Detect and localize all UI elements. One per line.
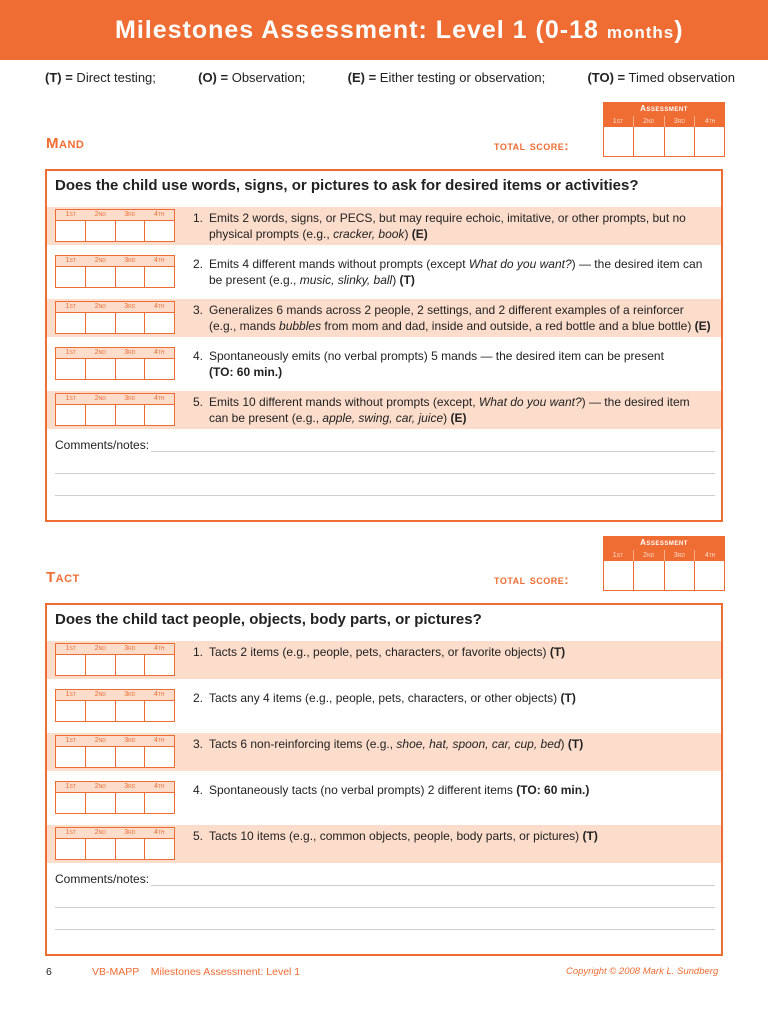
checkbox-3rd[interactable] xyxy=(115,405,145,425)
score-box-3rd[interactable] xyxy=(664,127,694,156)
checkbox-2nd[interactable] xyxy=(85,655,115,675)
checkbox-1st[interactable] xyxy=(56,221,85,241)
checkbox-1st[interactable] xyxy=(56,267,85,287)
checkbox-1st[interactable] xyxy=(56,747,85,767)
milestone-item xyxy=(47,345,721,383)
checkbox-4th[interactable] xyxy=(144,839,174,859)
score-box-1st[interactable] xyxy=(604,561,633,590)
checkbox-1st[interactable] xyxy=(56,793,85,813)
assessment-heading: Assessment xyxy=(603,536,725,550)
legend xyxy=(45,70,735,85)
checkbox-2nd[interactable] xyxy=(85,839,115,859)
checkbox-4th[interactable] xyxy=(144,313,174,333)
checkbox-3rd[interactable] xyxy=(115,267,145,287)
checkbox-label: 1st xyxy=(65,211,76,218)
checkbox-label: 2nd xyxy=(94,349,106,356)
checkbox-label: 1st xyxy=(65,737,76,744)
checkbox-label: 3rd xyxy=(124,349,136,356)
checkbox-label: 4th xyxy=(153,211,165,218)
milestone-item xyxy=(47,733,721,771)
comments-line[interactable] xyxy=(151,451,715,452)
checkbox-4th[interactable] xyxy=(144,747,174,767)
milestone-item xyxy=(47,641,721,679)
assessment-score-box xyxy=(603,536,725,591)
checkbox-1st[interactable] xyxy=(56,701,85,721)
checkbox-4th[interactable] xyxy=(144,221,174,241)
section-question: Does the child tact people, objects, body parts, or pictures? xyxy=(55,611,482,628)
assessment-label: 2nd xyxy=(633,550,664,561)
page-title: Milestones Assessment: Level 1 (0-18 months) xyxy=(115,16,684,44)
item-text: 2. Tacts any 4 items (e.g., people, pets, characters, or other objects) (T) xyxy=(193,691,576,705)
assessment-label: 3rd xyxy=(664,550,695,561)
mand-section-frame xyxy=(45,169,723,522)
checkbox-label: 3rd xyxy=(124,783,136,790)
item-text: 3. Generalizes 6 mands across 2 people, 2 settings, and 2 different examples of a reinforcer (e.g., mands bubbles from mom and dad, inside and outside, a red bottle and a blue bottle) (E) xyxy=(193,303,711,333)
checkbox-4th[interactable] xyxy=(144,359,174,379)
checkbox-label: 2nd xyxy=(94,395,106,402)
checkbox-label: 3rd xyxy=(124,645,136,652)
checkbox-label: 1st xyxy=(65,257,76,264)
checkbox-label: 4th xyxy=(153,691,165,698)
assessment-label: 1st xyxy=(612,552,624,559)
item-text: 3. Tacts 6 non-reinforcing items (e.g., shoe, hat, spoon, car, cup, bed) (T) xyxy=(193,737,584,751)
checkbox-label: 1st xyxy=(65,783,76,790)
checkbox-label: 2nd xyxy=(94,211,106,218)
item-text: 1. Tacts 2 items (e.g., people, pets, characters, or favorite objects) (T) xyxy=(193,645,566,659)
checkbox-label: 3rd xyxy=(124,691,136,698)
checkbox-label: 4th xyxy=(153,349,165,356)
checkbox-label: 3rd xyxy=(124,211,136,218)
checkbox-label: 3rd xyxy=(124,303,136,310)
item-text: 5. Tacts 10 items (e.g., common objects, people, body parts, or pictures) (T) xyxy=(193,829,598,843)
comments-label: Comments/notes: xyxy=(55,872,150,886)
comments-label: Comments/notes: xyxy=(55,438,150,452)
checkbox-1st[interactable] xyxy=(56,655,85,675)
item-text: 4. Spontaneously emits (no verbal prompts) 5 mands — the desired item can be present (TO: 60 min.) xyxy=(193,349,664,379)
checkbox-label: 3rd xyxy=(124,395,136,402)
checkbox-label: 3rd xyxy=(124,737,136,744)
checkbox-3rd[interactable] xyxy=(115,313,145,333)
page-number: 6 xyxy=(46,966,52,978)
checkbox-4th[interactable] xyxy=(144,701,174,721)
checkbox-label: 4th xyxy=(153,645,165,652)
milestone-item xyxy=(47,825,721,863)
legend-item-o: (O) = Observation; xyxy=(198,70,306,85)
checkbox-4th[interactable] xyxy=(144,793,174,813)
checkbox-3rd[interactable] xyxy=(115,839,145,859)
score-box-2nd[interactable] xyxy=(633,561,663,590)
checkbox-4th[interactable] xyxy=(144,267,174,287)
checkbox-1st[interactable] xyxy=(56,313,85,333)
checkbox-2nd[interactable] xyxy=(85,793,115,813)
legend-item-to: (TO) = Timed observation xyxy=(587,70,735,85)
checkbox-4th[interactable] xyxy=(144,405,174,425)
footer-title: VB-MAPP Milestones Assessment: Level 1 xyxy=(92,966,301,978)
milestone-item xyxy=(47,253,721,291)
milestone-item xyxy=(47,779,721,817)
checkbox-2nd[interactable] xyxy=(85,267,115,287)
section-title-tact: Tact xyxy=(46,569,80,586)
score-box-3rd[interactable] xyxy=(664,561,694,590)
checkbox-4th[interactable] xyxy=(144,655,174,675)
comments-line[interactable] xyxy=(151,885,715,886)
score-box-2nd[interactable] xyxy=(633,127,663,156)
legend-item-t: (T) = Direct testing; xyxy=(45,70,156,85)
score-box-4th[interactable] xyxy=(694,561,724,590)
section-title-mand: Mand xyxy=(46,135,85,152)
checkbox-label: 4th xyxy=(153,395,165,402)
checkbox-2nd[interactable] xyxy=(85,221,115,241)
assessment-label: 3rd xyxy=(664,116,695,127)
assessment-label: 2nd xyxy=(633,116,664,127)
checkbox-label: 2nd xyxy=(94,737,106,744)
checkbox-label: 4th xyxy=(153,783,165,790)
checkbox-label: 4th xyxy=(153,303,165,310)
checkbox-label: 2nd xyxy=(94,257,106,264)
assessment-label: 4th xyxy=(694,550,725,561)
checkbox-2nd[interactable] xyxy=(85,747,115,767)
milestone-item xyxy=(47,207,721,245)
checkbox-2nd[interactable] xyxy=(85,359,115,379)
checkbox-label: 1st xyxy=(65,829,76,836)
item-text: 1. Emits 2 words, signs, or PECS, but may require echoic, imitative, or other prompts, but no physical prompts (e.g., cracker, book) (E) xyxy=(193,211,686,241)
checkbox-3rd[interactable] xyxy=(115,655,145,675)
checkbox-label: 2nd xyxy=(94,303,106,310)
score-box-1st[interactable] xyxy=(604,127,633,156)
item-text: 4. Spontaneously tacts (no verbal prompts) 2 different items (TO: 60 min.) xyxy=(193,783,590,797)
copyright: Copyright © 2008 Mark L. Sundberg xyxy=(566,966,719,977)
checkbox-3rd[interactable] xyxy=(115,359,145,379)
checkbox-2nd[interactable] xyxy=(85,701,115,721)
assessment-heading: Assessment xyxy=(603,102,725,116)
checkbox-label: 3rd xyxy=(124,257,136,264)
assessment-label: 4th xyxy=(694,116,725,127)
checkbox-1st[interactable] xyxy=(56,839,85,859)
checkbox-label: 2nd xyxy=(94,783,106,790)
item-text: 5. Emits 10 different mands without prompts (except, What do you want?) — the desired item can be present (e.g., apple, swing, car, juice) (E) xyxy=(193,395,690,425)
milestone-item xyxy=(47,391,721,429)
assessment-label: 1st xyxy=(612,118,624,125)
legend-item-e: (E) = Either testing or observation; xyxy=(347,70,546,85)
checkbox-label: 1st xyxy=(65,691,76,698)
checkbox-label: 1st xyxy=(65,645,76,652)
assessment-score-box xyxy=(603,102,725,157)
milestone-item xyxy=(47,687,721,725)
checkbox-2nd[interactable] xyxy=(85,405,115,425)
checkbox-3rd[interactable] xyxy=(115,221,145,241)
checkbox-3rd[interactable] xyxy=(115,701,145,721)
score-box-4th[interactable] xyxy=(694,127,724,156)
total-score-label: total score: xyxy=(494,572,570,587)
section-question: Does the child use words, signs, or pictures to ask for desired items or activities? xyxy=(55,177,639,194)
checkbox-3rd[interactable] xyxy=(115,793,145,813)
total-score-label: total score: xyxy=(494,138,570,153)
checkbox-label: 3rd xyxy=(124,829,136,836)
checkbox-label: 2nd xyxy=(94,645,106,652)
checkbox-label: 1st xyxy=(65,395,76,402)
checkbox-1st[interactable] xyxy=(56,405,85,425)
tact-section-frame xyxy=(45,603,723,956)
checkbox-label: 2nd xyxy=(94,829,106,836)
comments-line[interactable] xyxy=(55,907,715,908)
checkbox-label: 4th xyxy=(153,257,165,264)
checkbox-label: 1st xyxy=(65,349,76,356)
checkbox-label: 1st xyxy=(65,303,76,310)
checkbox-3rd[interactable] xyxy=(115,747,145,767)
comments-line[interactable] xyxy=(55,473,715,474)
checkbox-label: 4th xyxy=(153,737,165,744)
checkbox-label: 2nd xyxy=(94,691,106,698)
milestone-item xyxy=(47,299,721,337)
comments-line[interactable] xyxy=(55,495,715,496)
comments-line[interactable] xyxy=(55,929,715,930)
checkbox-1st[interactable] xyxy=(56,359,85,379)
checkbox-label: 4th xyxy=(153,829,165,836)
checkbox-2nd[interactable] xyxy=(85,313,115,333)
item-text: 2. Emits 4 different mands without prompts (except What do you want?) — the desired item can be present (e.g., music, slinky, ball) (T) xyxy=(193,257,703,287)
